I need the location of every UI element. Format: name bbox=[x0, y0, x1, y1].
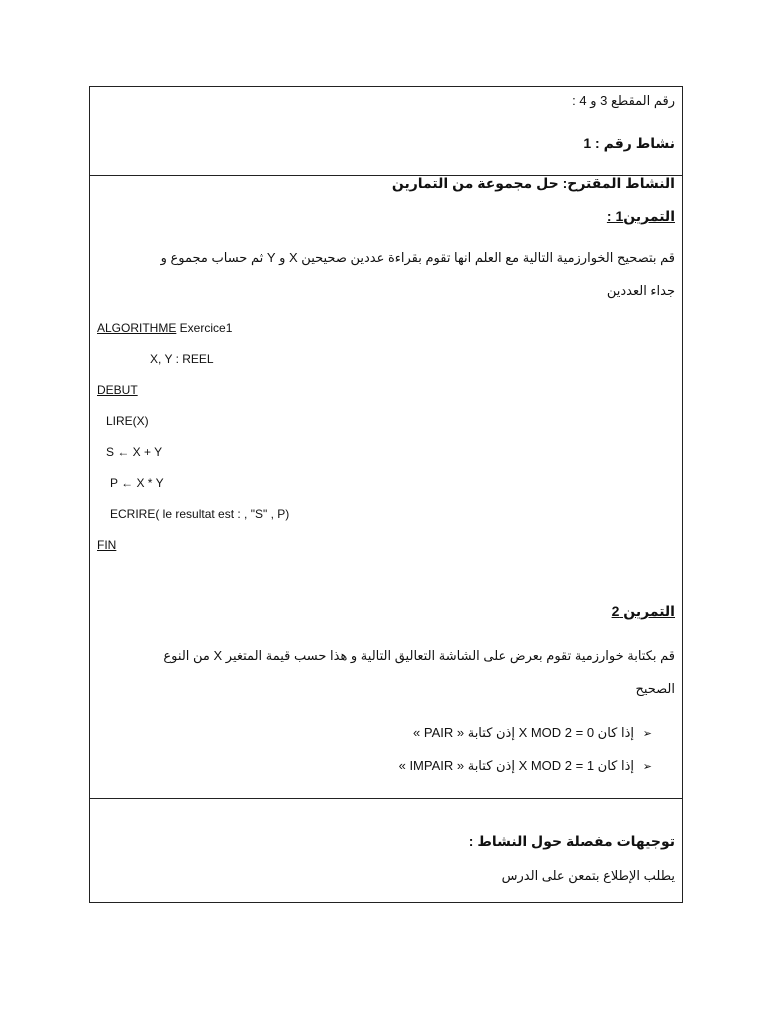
exercise2-bullet-2: إذا كان X MOD 2 = 1 إذن كتابة « IMPAIR » bbox=[398, 758, 634, 773]
code-algorithm-name: Exercice1 bbox=[176, 321, 233, 335]
exercise1-instruction-line1: قم بتصحيح الخوارزمية التالية مع العلم انها تقوم بقراءة عددين صحيحين X و Y ثم حساب مجموع و bbox=[160, 250, 675, 265]
segment-line: رقم المقطع 3 و 4 : bbox=[572, 93, 675, 108]
code-declaration: X, Y : REEL bbox=[150, 352, 214, 366]
bullet-arrow-icon: ➢ bbox=[642, 727, 652, 740]
exercise1-title: التمرين1 : bbox=[606, 208, 675, 224]
guidance-text: يطلب الإطلاع بتمعن على الدرس bbox=[501, 868, 675, 883]
code-product: P ← X * Y bbox=[110, 476, 164, 490]
header-section bbox=[90, 87, 682, 176]
activity-section bbox=[90, 175, 682, 799]
exercise2-instruction-line2: الصحيح bbox=[635, 681, 675, 696]
bullet-arrow-icon: ➢ bbox=[642, 760, 652, 773]
code-write: ECRIRE( le resultat est : , "S" , P) bbox=[110, 507, 290, 521]
code-sum: S ← X + Y bbox=[106, 445, 163, 459]
code-algorithm-line bbox=[97, 321, 232, 335]
activity-number: نشاط رقم : 1 bbox=[583, 135, 675, 151]
exercise2-bullet-1: إذا كان X MOD 2 = 0 إذن كتابة « PAIR » bbox=[413, 725, 634, 740]
guidance-section bbox=[90, 798, 682, 902]
code-end: FIN bbox=[97, 538, 117, 552]
exercise1-instruction-line2: جداء العددين bbox=[606, 283, 675, 298]
exercise2-instruction-line1: قم بكتابة خوارزمية تقوم بعرض على الشاشة التعاليق التالية و هذا حسب قيمة المتغير X من النوع bbox=[163, 648, 675, 663]
code-begin: DEBUT bbox=[97, 383, 138, 397]
code-algorithm-keyword: ALGORITHME bbox=[97, 321, 177, 335]
exercise2-title: التمرين 2 bbox=[611, 603, 675, 619]
code-read: LIRE(X) bbox=[106, 414, 149, 428]
proposed-activity-heading: النشاط المقترح: حل مجموعة من التمارين bbox=[391, 175, 675, 191]
guidance-title: توجيهات مفصلة حول النشاط : bbox=[468, 833, 675, 849]
activity-sheet-table bbox=[89, 86, 683, 903]
